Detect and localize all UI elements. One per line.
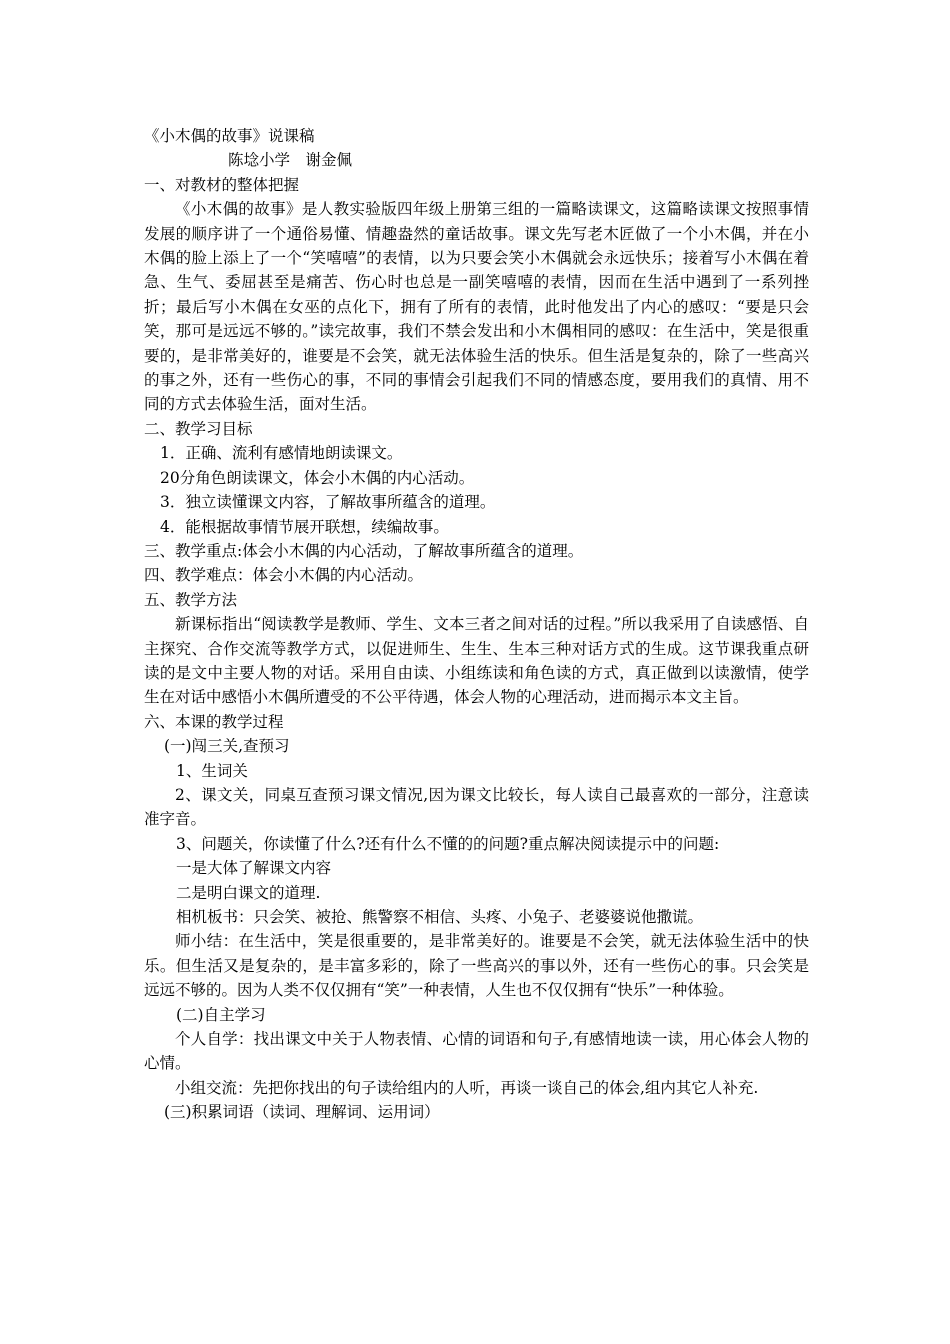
goal-item: 20分角色朗读课文，体会小木偶的内心活动。 [160,468,475,487]
group-talk-paragraph: 小组交流：先把你找出的句子读给组内的人听，再谈一谈自己的体会,组内其它人补充. [175,1078,759,1097]
section-heading-3: 三、教学重点:体会小木偶的内心活动，了解故事所蕴含的道理。 [144,541,584,560]
section-heading-2: 二、教学习目标 [144,419,253,438]
section-heading-5: 五、教学方法 [144,590,238,609]
section-1-paragraph: 《小木偶的故事》是人教实验版四年级上册第三组的一篇略读课文，这篇略读课文按照事情发展的顺序讲了一个通俗易懂、情趣盎然的童话故事。课文先写老木匠做了一个小木偶，并在小木偶的脸上添上了一个“笑嘻嘻”的表情，以为只要会笑小木偶就会永远快乐；接着写小木偶在着急、生气、委屈甚至是痛苦、伤心时也总是一副笑嘻嘻的表情，因而在生活中遇到了一系列挫折；最后写小木偶在女巫的点化下，拥有了所有的表情，此时他发出了内心的感叹：“要是只会笑，那可是远远不够的。”读完故事，我们不禁会发出和小木偶相同的感叹：在生活中，笑是很重要的，是非常美好的，谁要是不会笑，就无法体验生活的快乐。但生活是复杂的，除了一些高兴的事之外，还有一些伤心的事，不同的事情会引起我们不同的情感态度，要用我们的真情、用不同的方式去体验生活，面对生活。 [144,200,809,414]
goal-item: 4．能根据故事情节展开联想，续编故事。 [160,517,449,536]
section-heading-1: 一、对教材的整体把握 [144,175,300,194]
teacher-summary: 师小结：在生活中，笑是很重要的，是非常美好的。谁要是不会笑，就无法体验生活中的快乐。但生活又是复杂的，是丰富多彩的，除了一些高兴的事以外，还有一些伤心的事。只会笑是远远不够的。因为人类不仅仅拥有“笑”一种表情，人生也不仅仅拥有“快乐”一种体验。 [144,932,809,1000]
step-1-item-c: 3、问题关，你读懂了什么?还有什么不懂的的问题?重点解决阅读提示中的问题: [176,834,720,853]
document-title: 《小木偶的故事》说课稿 [144,127,315,145]
author-line: 陈埝小学 谢金佩 [228,151,353,170]
step-heading-2: (二)自主学习 [176,1005,266,1024]
self-study-paragraph: 个人自学：找出课文中关于人物表情、心情的词语和句子,有感情地读一读，用心体会人物的心情。 [144,1030,809,1073]
section-5-paragraph: 新课标指出“阅读教学是教师、学生、文本三者之间对话的过程。”所以我采用了自读感悟、自主探究、合作交流等教学方式，以促进师生、生生、生本三种对话方式的生成。这节课我重点研读的是文中主要人物的对话。采用自由读、小组练读和角色读的方式，真正做到以读激情，使学生在对话中感悟小木偶所遭受的不公平待遇，体会人物的心理活动，进而揭示本文主旨。 [144,615,809,707]
step-heading-3: (三)积累词语（读词、理解词、运用词） [164,1103,440,1122]
step-1-subitem-1: 一是大体了解课文内容 [176,859,332,878]
section-heading-4: 四、教学难点：体会小木偶的内心活动。 [144,566,424,585]
goal-item: 3．独立读懂课文内容，了解故事所蕴含的道理。 [160,493,496,512]
board-writing: 相机板书：只会笑、被抢、熊警察不相信、头疼、小兔子、老婆婆说他撒谎。 [176,908,704,926]
step-1-item-b: 2、课文关，同桌互查预习课文情况,因为课文比较长，每人读自己最喜欢的一部分，注意读准字音。 [144,785,809,829]
step-heading-1: (一)闯三关,查预习 [164,737,290,756]
document-page [144,124,809,1125]
step-1-item-a: 1、生词关 [176,761,248,780]
section-heading-6: 六、本课的教学过程 [144,712,284,731]
step-1-subitem-2: 二是明白课文的道理. [176,883,321,902]
goal-item: 1．正确、流利有感情地朗读课文。 [160,444,403,463]
